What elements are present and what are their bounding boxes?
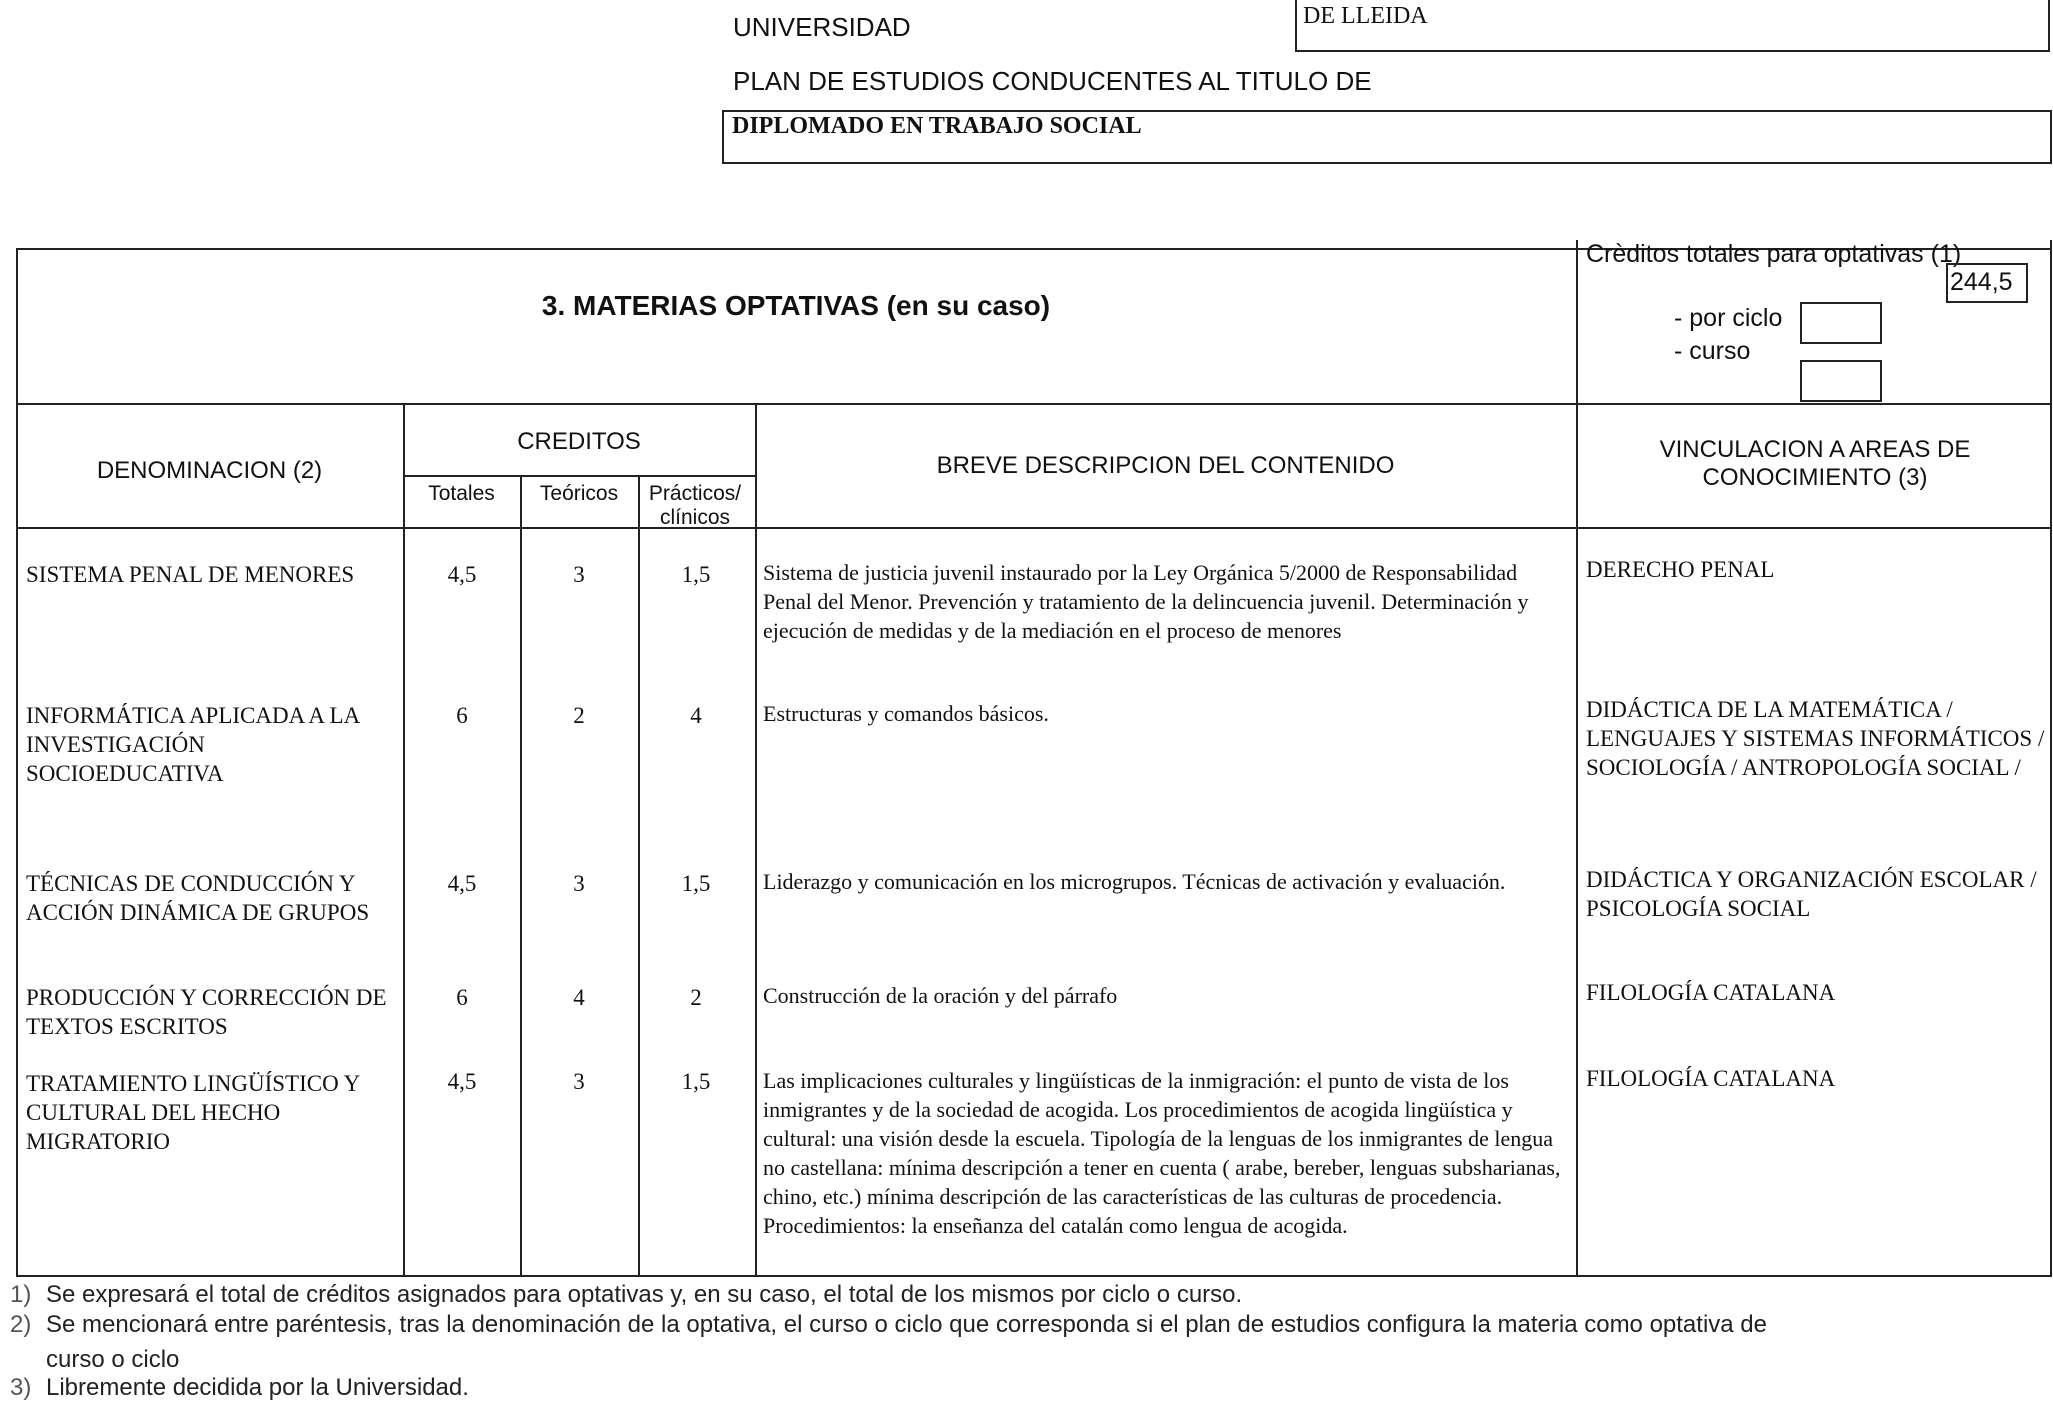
footnote-mark: 2) (10, 1311, 32, 1338)
footnote (10, 1311, 1767, 1339)
credits-practice: 1,5 (681, 1069, 711, 1094)
subject-description: Sistema de justicia juvenil instaurado por la Ley Orgánica 5/2000 de Responsabilidad Penal del Menor. Prevención y tratamiento de la delincuencia juvenil. Determinación y ejecución de medidas y de la mediación en el proceso de menores (763, 560, 1529, 643)
footnote-text: curso o ciclo (46, 1346, 180, 1373)
subject-name: INFORMÁTICA APLICADA A LA INVESTIGACIÓN SOCIOEDUCATIVA (26, 703, 359, 786)
subject-description: Las implicaciones culturales y lingüísticas de la inmigración: el punto de vista de los inmigrantes y de la sociedad de acogida. Los procedimientos de acogida lingüística y cultural: una visión desde la escuela. Tipología de la lenguas de los inmigrantes de lengua no castellana: mínima descripción a tener en cuenta ( arabe, bereber, lenguas subsharianas, chino, etc.) mínima descripción de las características de las culturas de procedencia. Procedimientos: la enseñanza del catalán como lengua de acogida. (763, 1068, 1561, 1238)
col-creditos: CREDITOS (517, 428, 641, 455)
col-teoricos: Teóricos (539, 482, 619, 505)
university-value: DE LLEIDA (1303, 3, 1428, 29)
university-label: UNIVERSIDAD (733, 12, 911, 42)
col-denominacion: DENOMINACION (2) (96, 457, 323, 484)
footnote-mark: 3) (10, 1374, 32, 1401)
credits-theory: 4 (573, 985, 585, 1010)
credits-theory: 3 (573, 562, 585, 587)
knowledge-area: DIDÁCTICA Y ORGANIZACIÓN ESCOLAR / PSICOLOGÍA SOCIAL (1586, 867, 2037, 921)
footnote (10, 1281, 1242, 1309)
col-totales: Totales (428, 482, 495, 505)
subject-name: SISTEMA PENAL DE MENORES (26, 562, 355, 587)
subject-name: TRATAMIENTO LINGÜÍSTICO Y CULTURAL DEL HECHO MIGRATORIO (26, 1071, 360, 1154)
optional-credits-label: Crèditos totales para optativas (1) (1586, 240, 1962, 268)
col-descripcion: BREVE DESCRIPCION DEL CONTENIDO (936, 452, 1395, 479)
knowledge-area: DIDÁCTICA DE LA MATEMÁTICA / LENGUAJES Y SISTEMAS INFORMÁTICOS / SOCIOLOGÍA / ANTROPOLOGÍA SOCIAL / (1586, 697, 2045, 780)
knowledge-area: DERECHO PENAL (1586, 557, 1775, 582)
subject-description: Liderazgo y comunicación en los microgrupos. Técnicas de activación y evaluación. (763, 869, 1506, 894)
per-cycle-label: - por ciclo (1674, 304, 1783, 332)
section-title: 3. MATERIAS OPTATIVAS (en su caso) (541, 290, 1051, 321)
credits-theory: 2 (573, 703, 585, 728)
footnote-text: Libremente decidida por la Universidad. (46, 1374, 469, 1401)
per-cycle-box (1800, 302, 1882, 344)
footnote-mark: 1) (10, 1281, 32, 1308)
credits-total: 6 (456, 703, 468, 728)
col-vinculacion: VINCULACION A AREAS DE CONOCIMIENTO (3) (1659, 436, 1971, 491)
credits-practice: 1,5 (681, 871, 711, 896)
knowledge-area: FILOLOGÍA CATALANA (1586, 980, 1836, 1005)
subject-name: PRODUCCIÓN Y CORRECCIÓN DE TEXTOS ESCRITOS (26, 985, 387, 1039)
footnote-text: Se expresará el total de créditos asignados para optativas y, en su caso, el total de los mismos por ciclo o curso. (46, 1281, 1243, 1308)
plan-label: PLAN DE ESTUDIOS CONDUCENTES AL TITULO DE (733, 66, 1372, 96)
footnote-text: Se mencionará entre paréntesis, tras la denominación de la optativa, el curso o ciclo que corresponda si el plan de estudios configura la materia como optativa de (46, 1311, 1767, 1338)
per-course-label: - curso (1674, 337, 1751, 365)
subject-description: Construcción de la oración y del párrafo (763, 983, 1118, 1008)
credits-total: 6 (456, 985, 468, 1010)
optional-credits-value: 244,5 (1950, 268, 2013, 296)
col-practicos: Prácticos/ clínicos (648, 482, 742, 529)
credits-practice: 1,5 (681, 562, 711, 587)
credits-practice: 4 (690, 703, 702, 728)
degree-title: DIPLOMADO EN TRABAJO SOCIAL (732, 113, 1142, 139)
knowledge-area: FILOLOGÍA CATALANA (1586, 1066, 1836, 1091)
credits-theory: 3 (573, 1069, 585, 1094)
subject-name: TÉCNICAS DE CONDUCCIÓN Y ACCIÓN DINÁMICA DE GRUPOS (26, 871, 370, 925)
credits-theory: 3 (573, 871, 585, 896)
footnote (10, 1346, 179, 1374)
per-course-box (1800, 360, 1882, 402)
credits-total: 4,5 (447, 562, 477, 587)
subject-description: Estructuras y comandos básicos. (763, 701, 1049, 726)
credits-total: 4,5 (447, 1069, 477, 1094)
credits-total: 4,5 (447, 871, 477, 896)
footnote (10, 1374, 469, 1402)
credits-practice: 2 (690, 985, 702, 1010)
